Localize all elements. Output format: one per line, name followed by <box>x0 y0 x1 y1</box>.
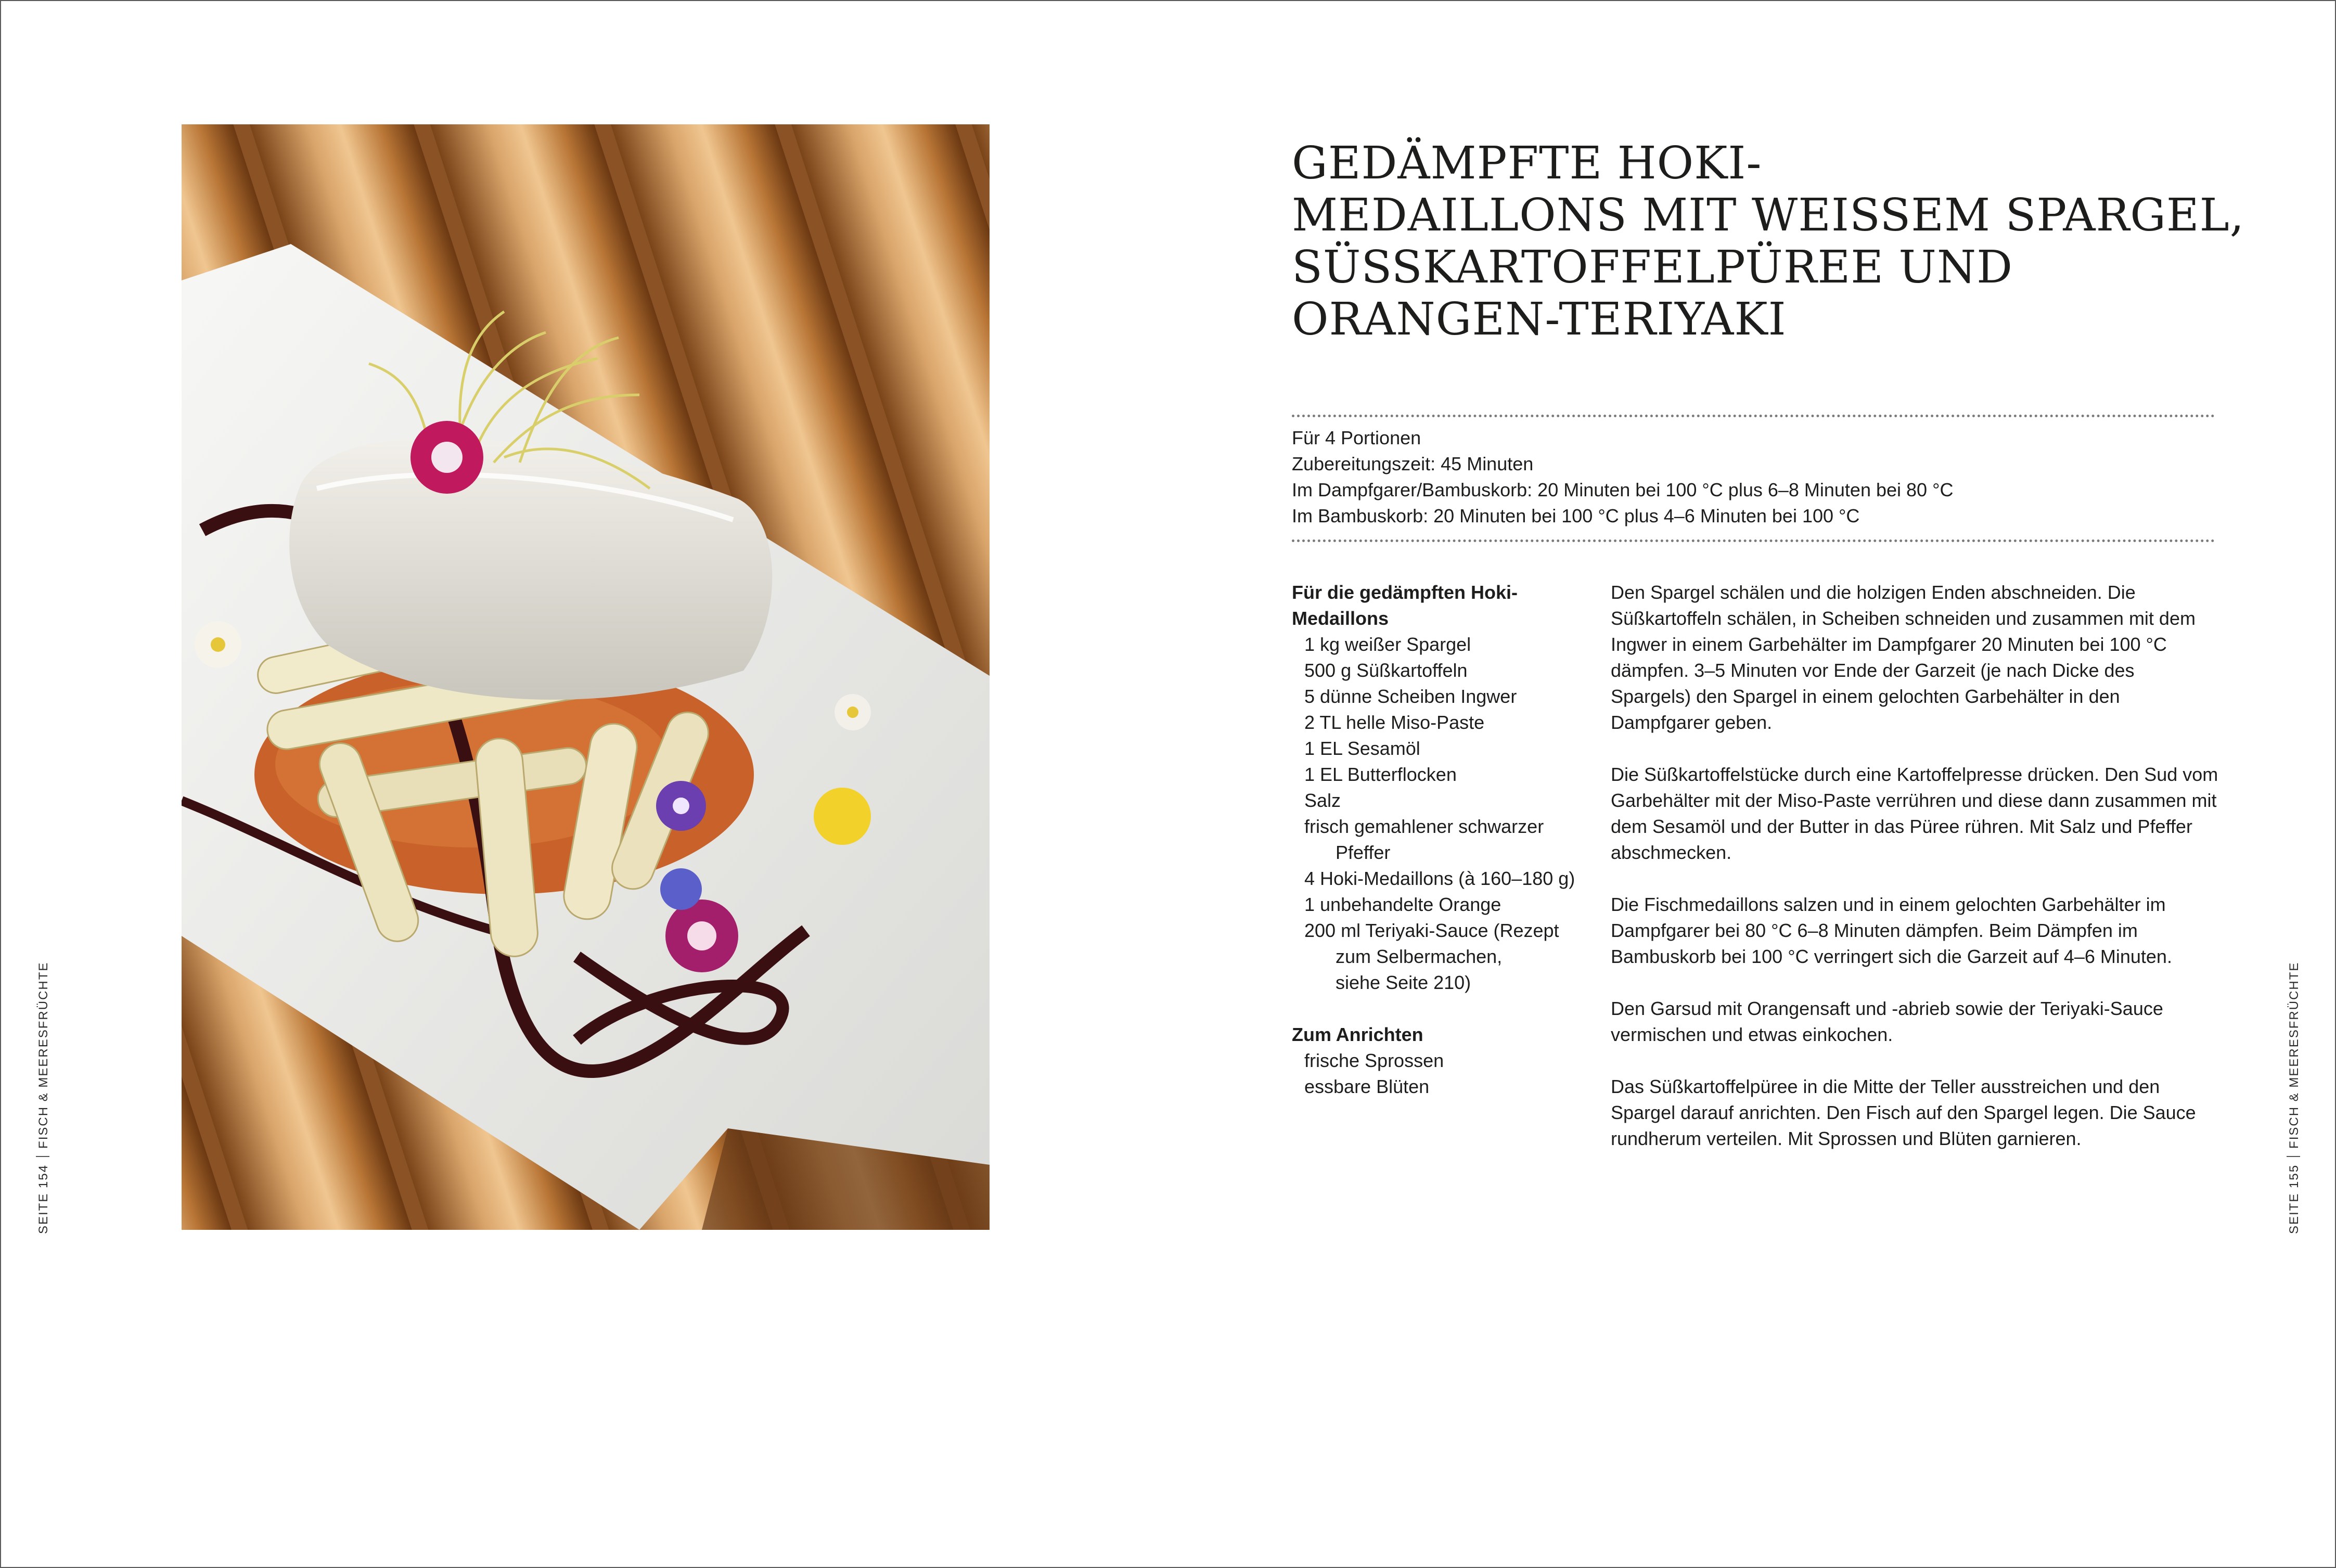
steamer-time: Im Dampfgarer/Bambuskorb: 20 Minuten bei 100 °C plus 6–8 Minuten bei 80 °C <box>1292 479 1954 500</box>
plated-fish-dish-photo-icon <box>182 124 990 1230</box>
divider <box>36 1156 49 1157</box>
ingredient-item: frisch gemahlener schwarzer <box>1304 816 1544 837</box>
dish-photo <box>182 124 990 1230</box>
method-paragraph: Die Fischmedaillons salzen und in einem gelochten Garbehälter im Dampfgarer bei 80 °C 6–8 Minuten dämpfen. Beim Dämpfen im Bambuskorb bei 100 °C verringert sich die Garzeit auf 4–6 Minuten. <box>1611 894 2172 967</box>
ingredient-item: 1 kg weißer Spargel <box>1304 634 1471 655</box>
method-paragraph: Den Garsud mit Orangensaft und -abrieb sowie der Teriyaki-Sauce vermischen und etwas einkochen. <box>1611 998 2163 1045</box>
ingredient-item: 1 unbehandelte Orange <box>1304 894 1501 915</box>
ingredient-item: essbare Blüten <box>1304 1076 1430 1097</box>
section-name: FISCH & MEERESFRÜCHTE <box>2287 961 2301 1149</box>
method-paragraph: Das Süßkartoffelpüree in die Mitte der Teller ausstreichen und den Spargel darauf anrichten. Den Fisch auf den Spargel legen. Die Sauce rundherum verteilen. Mit Sprossen und Blüten garnieren. <box>1611 1076 2196 1149</box>
ingredient-item: 1 EL Butterflocken <box>1304 764 1457 785</box>
info-top-divider <box>1292 415 2215 417</box>
ingredient-item: 200 ml Teriyaki-Sauce (Rezept <box>1304 920 1559 941</box>
title-line: SÜSSKARTOFFELPÜREE UND <box>1292 241 2013 293</box>
method-paragraph: Die Süßkartoffelstücke durch eine Kartoffelpresse drücken. Den Sud vom Garbehälter mit der Miso-Paste verrühren und diese dann zusammen mit dem Sesamöl und der Butter in das Püree rühren. Mit Salz und Pfeffer abschmecken. <box>1611 764 2218 863</box>
ingredient-item-continued: zum Selbermachen, <box>1336 946 1503 967</box>
left-running-head <box>36 962 51 1234</box>
recipe-title <box>1292 137 2245 345</box>
ingredient-item: 500 g Süßkartoffeln <box>1304 660 1468 681</box>
ingredient-item: 5 dünne Scheiben Ingwer <box>1304 686 1517 707</box>
ingredient-item: 4 Hoki-Medaillons (à 160–180 g) <box>1304 868 1575 889</box>
page-number: SEITE 155 <box>2287 1164 2301 1234</box>
prep-time: Zubereitungszeit: 45 Minuten <box>1292 453 1534 474</box>
ingredient-item: frische Sprossen <box>1304 1050 1444 1071</box>
ingredients-heading: Medaillons <box>1292 608 1389 629</box>
title-line: MEDAILLONS MIT WEISSEM SPARGEL, <box>1292 189 2245 241</box>
portions: Für 4 Portionen <box>1292 427 1421 448</box>
method-text <box>1611 580 2219 1178</box>
page-number: SEITE 154 <box>36 1164 50 1234</box>
section-name: FISCH & MEERESFRÜCHTE <box>36 961 50 1149</box>
right-running-head <box>2287 962 2302 1234</box>
spacer <box>1292 996 1594 1022</box>
ingredients-heading: Für die gedämpften Hoki- <box>1292 582 1518 603</box>
ingredients-list <box>1292 580 1594 1100</box>
ingredient-item: 2 TL helle Miso-Paste <box>1304 712 1485 733</box>
ingredient-item-continued: siehe Seite 210) <box>1336 972 1471 993</box>
title-line: ORANGEN-TERIYAKI <box>1292 293 1787 345</box>
method-paragraph: Den Spargel schälen und die holzigen Enden abschneiden. Die Süßkartoffeln schälen, in Scheiben schneiden und zusammen mit dem Ingwer in einem Garbehälter im Dampfgarer 20 Minuten bei 100 °C dämpfen. 3–5 Minuten vor Ende der Garzeit (je nach Dicke des Spargels) den Spargel in einem gelochten Garbehälter in den Dampfgarer geben. <box>1611 582 2196 733</box>
ingredient-item-continued: Pfeffer <box>1336 842 1391 863</box>
info-bottom-divider <box>1292 539 2215 542</box>
divider <box>2287 1156 2300 1157</box>
bamboo-time: Im Bambuskorb: 20 Minuten bei 100 °C plus 4–6 Minuten bei 100 °C <box>1292 505 1860 526</box>
ingredient-item: 1 EL Sesamöl <box>1304 738 1420 759</box>
ingredient-item: Salz <box>1304 790 1341 811</box>
title-line: GEDÄMPFTE HOKI- <box>1292 137 1762 189</box>
recipe-info <box>1292 425 2218 529</box>
ingredients-heading: Zum Anrichten <box>1292 1024 1423 1045</box>
